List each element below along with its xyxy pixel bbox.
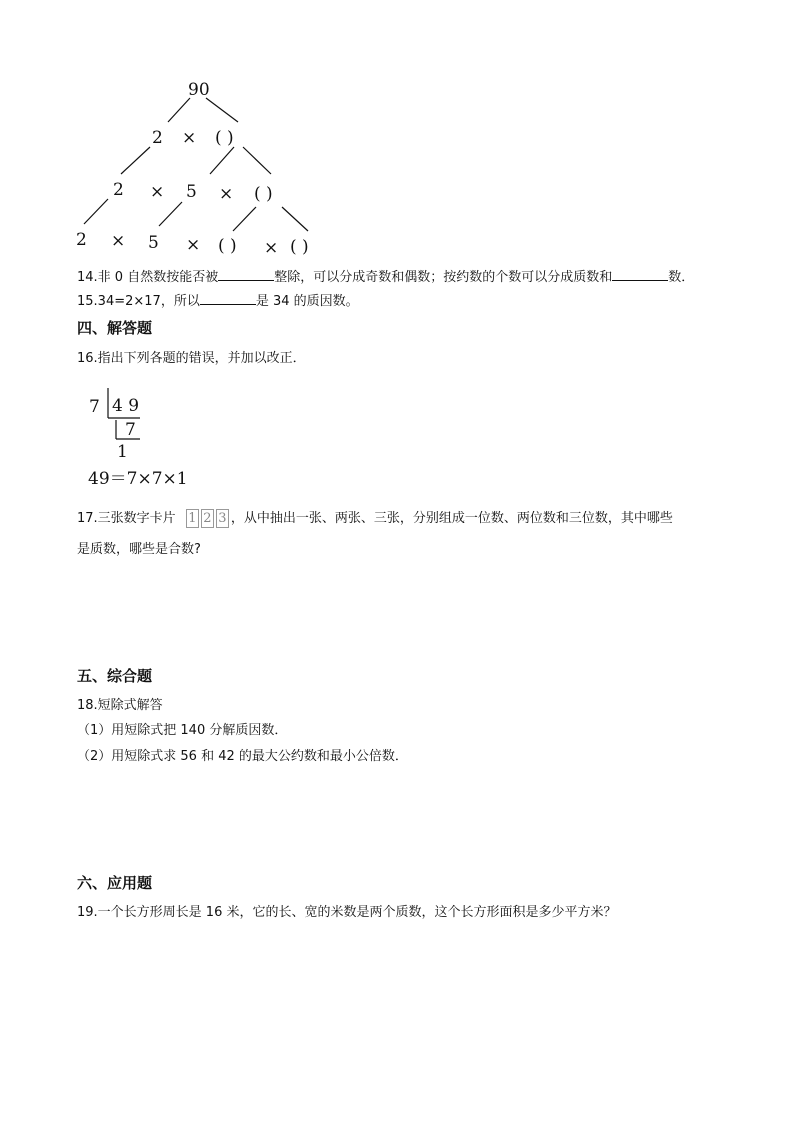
division-lines: [0, 380, 200, 450]
section-heading: 四、解答题: [77, 319, 153, 337]
answer-blank[interactable]: [200, 292, 256, 305]
tree-line: [206, 98, 238, 122]
times-sign: ×: [182, 128, 197, 148]
dividend: 4 9: [112, 396, 140, 416]
number-card: 3: [216, 509, 229, 528]
tree-node: 5: [186, 182, 197, 202]
division-result: 49＝7×7×1: [88, 469, 188, 489]
question-17-line2: 是质数，哪些是合数?: [77, 542, 201, 557]
section-heading: 五、综合题: [77, 667, 153, 685]
q14-text: 14.非 0 自然数按能否被: [77, 270, 219, 285]
tree-node: 5: [148, 233, 159, 253]
question-14: [77, 268, 694, 286]
times-sign: ×: [111, 231, 126, 251]
q15-text: 是 34 的质因数。: [255, 294, 359, 309]
q17-text: ，从中抽出一张、两张、三张，分别组成一位数、两位数和三位数，其中哪些: [230, 511, 673, 526]
question-18-title: 18.短除式解答: [77, 698, 163, 713]
times-sign: ×: [186, 235, 201, 255]
tree-line: [243, 147, 271, 174]
q14-text: 整除，可以分成奇数和偶数；按约数的个数可以分成质数和: [274, 270, 613, 285]
answer-blank[interactable]: [218, 268, 274, 281]
number-card: 1: [186, 509, 199, 528]
factor-tree-lines: [0, 0, 794, 270]
question-19: 19.一个长方形周长是 16 米，它的长、宽的米数是两个质数，这个长方形面积是多少平方米？: [77, 905, 617, 920]
q17-text: 17.三张数字卡片: [77, 511, 176, 526]
tree-root: 90: [188, 80, 210, 100]
tree-line: [84, 199, 108, 224]
blank-parens: ( ): [254, 184, 273, 204]
quotient: 7: [125, 420, 136, 440]
tree-line: [121, 147, 150, 174]
times-sign: ×: [219, 184, 234, 204]
q14-text: 数．: [668, 270, 695, 285]
question-17: [77, 509, 673, 528]
tree-node: 2: [76, 230, 87, 250]
times-sign: ×: [150, 182, 165, 202]
divisor: 7: [89, 397, 100, 417]
remainder: 1: [117, 442, 128, 462]
question-18-sub1: （1）用短除式把 140 分解质因数．: [77, 723, 288, 738]
times-sign: ×: [264, 238, 279, 258]
section-heading: 六、应用题: [77, 874, 153, 892]
answer-blank[interactable]: [612, 268, 668, 281]
tree-line: [159, 202, 182, 226]
tree-node: 2: [113, 180, 124, 200]
question-18-sub2: （2）用短除式求 56 和 42 的最大公约数和最小公倍数．: [77, 749, 408, 764]
blank-parens: ( ): [215, 128, 234, 148]
tree-line: [233, 207, 256, 231]
tree-node: 2: [152, 128, 163, 148]
tree-line: [168, 98, 190, 122]
question-15: [77, 292, 359, 310]
tree-line: [210, 147, 234, 174]
blank-parens: ( ): [290, 237, 309, 257]
q15-text: 15.34=2×17，所以: [77, 294, 200, 309]
tree-line: [282, 207, 308, 231]
question-16: 16.指出下列各题的错误，并加以改正．: [77, 351, 306, 366]
blank-parens: ( ): [218, 236, 237, 256]
number-card: 2: [201, 509, 214, 528]
